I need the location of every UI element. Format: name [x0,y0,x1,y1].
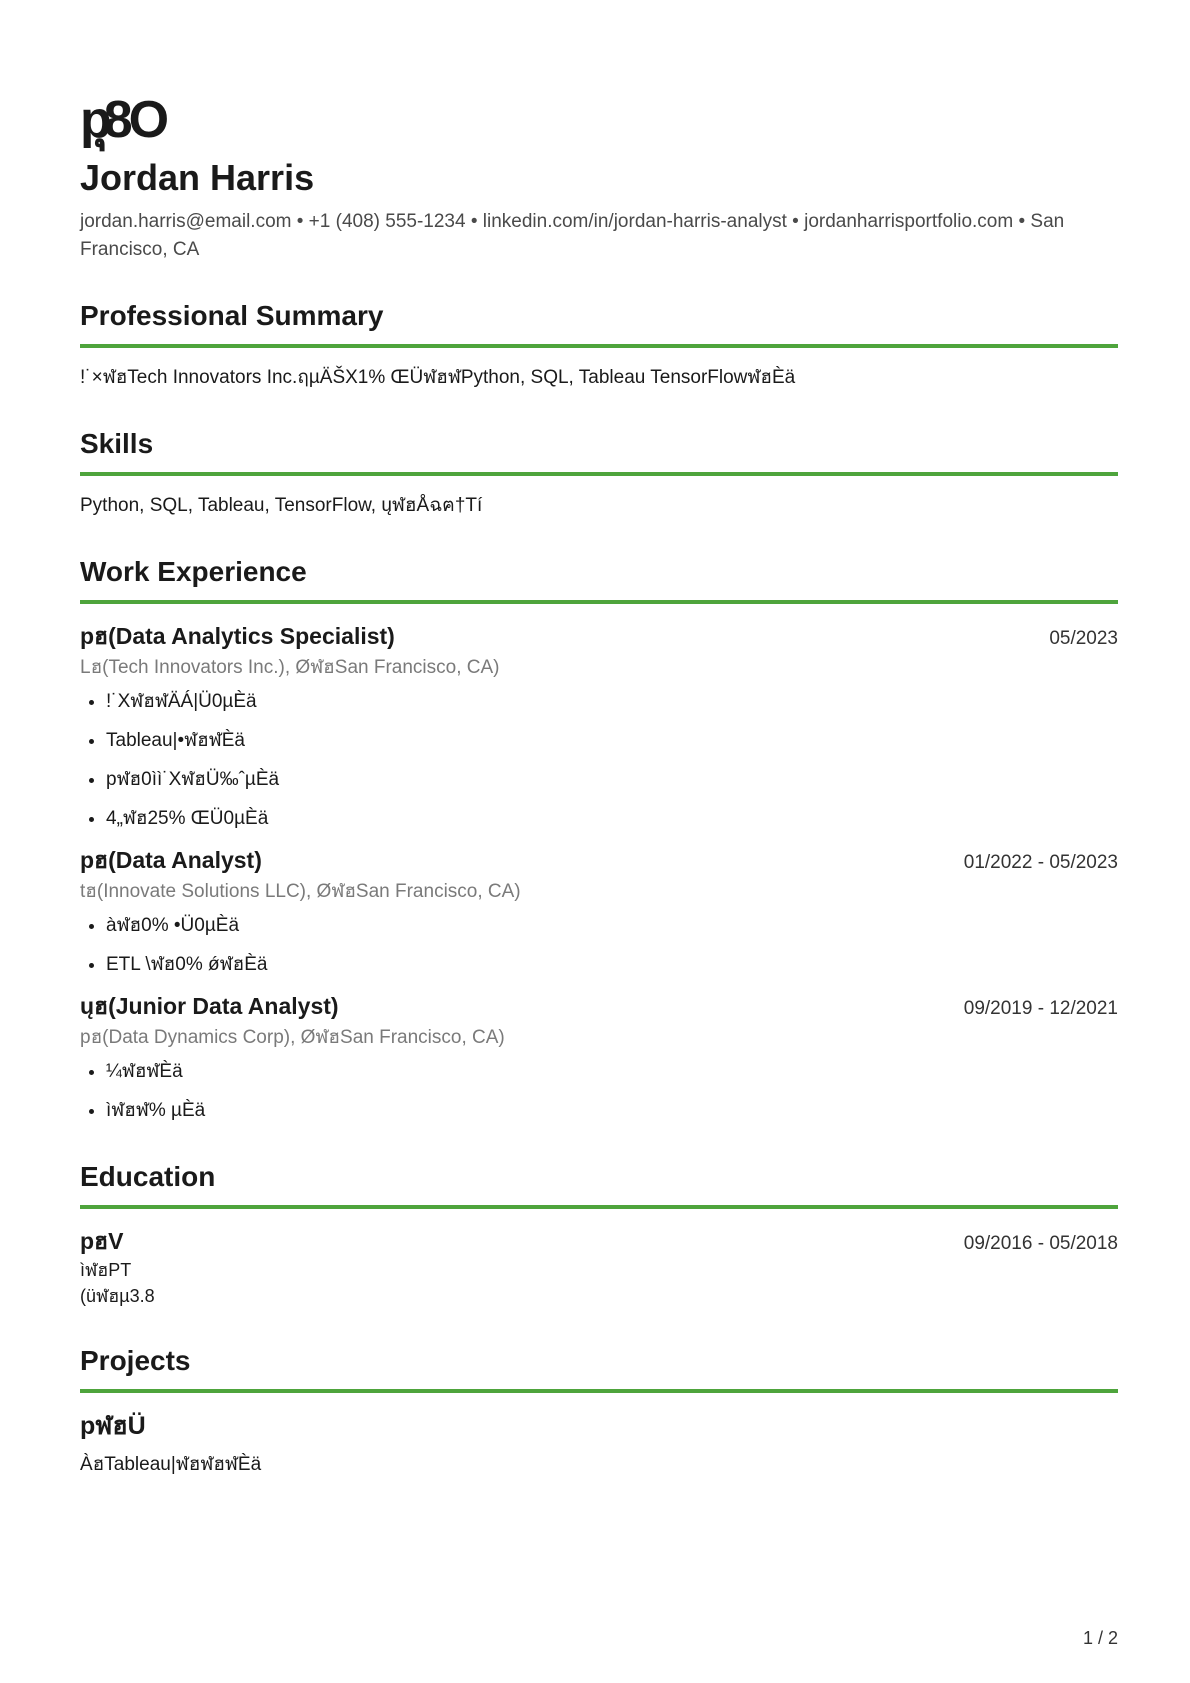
candidate-name: Jordan Harris [80,157,315,198]
job-bullet: • !˙XฬฮฬÄÁ|Ü0µÈä [106,688,1118,716]
project-name: pฬฮÜ [80,1412,146,1440]
education-section [80,1159,1118,1309]
projects-heading: Projects [80,1345,191,1376]
resume-page [80,90,1118,1479]
job-bullet: • ETL \ฬฮ0% ǿฬฮÈä [106,951,1118,979]
projects-section [80,1343,1118,1479]
experience-section [80,554,1118,1125]
job-bullets [80,688,1118,833]
job-date: 05/2023 [1049,628,1118,649]
summary-text: !˙×ฬฮTech Innovators Inc.ฤµÄŠX1% ŒÜฬฮฬPython, SQL, Tableau TensorFlowฬฮÈä [80,367,796,388]
project-description: ÀฮTableau|ฬฮฬฮฬÈä [80,1454,262,1475]
education-date: 09/2016 - 05/2018 [963,1233,1118,1254]
job-entry [80,990,1118,1125]
section-divider [80,600,1118,604]
job-bullets [80,1058,1118,1125]
job-title: pฮ(Data Analytics Specialist) [80,623,395,649]
job-date: 09/2019 - 12/2021 [963,998,1118,1019]
summary-heading: Professional Summary [80,300,384,331]
job-bullet: • ¼ฬฮฬÈä [106,1058,1118,1086]
resume-title: pุ8O [80,91,166,149]
skills-text: Python, SQL, Tableau, TensorFlow, ųฬฮÅฉฅ†Tí [80,495,483,516]
job-bullets [80,912,1118,979]
skills-heading: Skills [80,428,154,459]
degree-title: pฮV [80,1228,124,1254]
school-name: ìฬฮPT [80,1260,132,1280]
job-entry [80,844,1118,979]
job-company: pฮ(Data Dynamics Corp), ØฬฮSan Francisco, CA) [80,1027,505,1048]
page-number: 1 / 2 [1082,1628,1118,1648]
job-bullet: • pฬฮ0ìì˙XฬฮÜ‰ˆµÈä [106,766,1118,794]
job-bullet: • ìฬฮฬ% µÈä [106,1097,1118,1125]
summary-section [80,298,1118,392]
section-divider [80,344,1118,348]
job-bullet: • 4„ฬฮ25% ŒÜ0µÈä [106,805,1118,833]
job-title: ųฮ(Junior Data Analyst) [80,993,339,1019]
education-heading: Education [80,1161,216,1192]
gpa-line: (üฬฮµ3.8 [80,1286,155,1306]
job-title: pฮ(Data Analyst) [80,847,262,873]
experience-heading: Work Experience [80,556,307,587]
section-divider [80,1205,1118,1209]
section-divider [80,472,1118,476]
job-bullet: • Tableau|•ฬฮฬÈä [106,727,1118,755]
job-company: Lฮ(Tech Innovators Inc.), ØฬฮSan Francisco, CA) [80,657,500,678]
contact-line: jordan.harris@email.com • +1 (408) 555-1234 • linkedin.com/in/jordan-harris-analyst • jordanharrisportfolio.com • San Francisco, CA [80,211,1065,260]
job-date: 01/2022 - 05/2023 [963,852,1118,873]
skills-section [80,426,1118,520]
job-entry [80,620,1118,833]
section-divider [80,1389,1118,1393]
job-company: tฮ(Innovate Solutions LLC), ØฬฮSan Francisco, CA) [80,881,521,902]
job-bullet: • àฬฮ0% •Ü0µÈä [106,912,1118,940]
